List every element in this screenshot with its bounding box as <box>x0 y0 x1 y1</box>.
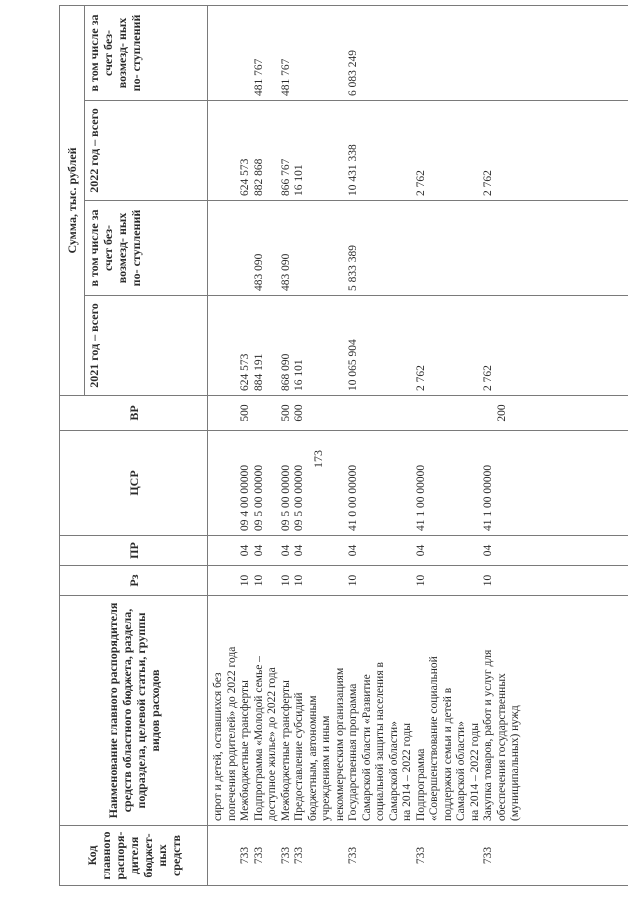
pr-cell: 04 <box>279 544 292 557</box>
name-line: Закупка товаров, работ и услуг для <box>482 649 494 821</box>
amount-cell: 16 101 <box>293 359 305 391</box>
header-2022-total: 2022 год – всего <box>85 101 208 201</box>
col-2022-free <box>208 5 628 100</box>
code-cell: 733 <box>239 846 251 865</box>
header-2021-total: 2021 год – всего <box>85 296 208 396</box>
code-cell: 733 <box>414 846 427 865</box>
csr-cell: 41 1 00 00000 <box>482 464 494 531</box>
amount-cell: 5 833 389 <box>347 245 359 291</box>
amount-cell: 624 573 <box>239 158 251 196</box>
name-line: социальной защиты населения в <box>374 662 386 821</box>
rz-cell: 10 <box>293 574 305 587</box>
code-cell: 733 <box>293 846 305 865</box>
code-cell: 733 <box>279 846 292 865</box>
header-pr: ПР <box>60 536 208 566</box>
csr-cell: 09 5 00 00000 <box>279 464 292 531</box>
name-line: (муниципальных) нужд <box>509 705 521 821</box>
amount-cell: 10 065 904 <box>347 339 359 391</box>
header-2022-free: в том числе за счет без- возмезд- ных по- ступлений <box>85 5 208 100</box>
header-sum-group: Сумма, тыс. рублей <box>60 5 85 395</box>
name-line: Межбюджетные трансферты <box>279 680 292 821</box>
pr-cell: 04 <box>252 544 265 557</box>
header-vr: ВР <box>60 396 208 431</box>
amount-cell: 2 762 <box>414 170 427 196</box>
code-cell: 733 <box>347 846 359 865</box>
amount-cell: 6 083 249 <box>347 50 359 96</box>
amount-cell: 868 090 <box>279 353 292 391</box>
header-name: Наименование главного распорядителя средств областного бюджета, раздела, подраздела, целевой статьи, группы видов расходов <box>60 596 208 826</box>
pr-cell: 04 <box>239 544 251 557</box>
col-csr <box>208 431 628 536</box>
col-pr <box>208 536 628 566</box>
page-number: 173 <box>311 450 325 468</box>
col-codes <box>208 826 628 886</box>
amount-cell: 884 191 <box>252 353 265 391</box>
csr-cell: 41 1 00 00000 <box>414 464 427 531</box>
name-line: Самарской области «Развитие <box>360 674 373 821</box>
rz-cell: 10 <box>239 574 251 587</box>
rz-cell: 10 <box>414 574 427 587</box>
col-names <box>208 596 628 826</box>
amount-cell: 2 762 <box>414 365 427 391</box>
amount-cell: 882 868 <box>252 158 265 196</box>
budget-table <box>59 5 628 886</box>
pr-cell: 04 <box>414 544 427 557</box>
vr-cell: 500 <box>239 404 251 422</box>
csr-cell: 09 5 00 00000 <box>293 464 305 531</box>
col-2021-free <box>208 201 628 296</box>
amount-cell: 481 767 <box>252 58 265 96</box>
col-2022-total <box>208 101 628 201</box>
budget-table-container <box>59 6 639 886</box>
csr-cell: 09 5 00 00000 <box>252 464 265 531</box>
name-line: на 2014 – 2022 годы <box>401 723 413 821</box>
amount-cell: 483 090 <box>279 253 292 291</box>
amount-cell: 483 090 <box>252 253 265 291</box>
vr-cell: 600 <box>293 404 305 422</box>
amount-cell: 624 573 <box>239 353 251 391</box>
col-rz <box>208 566 628 596</box>
rz-cell: 10 <box>482 574 494 587</box>
header-csr: ЦСР <box>60 431 208 536</box>
name-line: Подпрограмма <box>414 748 427 821</box>
csr-cell: 41 0 00 00000 <box>347 464 359 531</box>
amount-cell: 481 767 <box>279 58 292 96</box>
name-line: некоммерческим организациям <box>333 667 346 821</box>
name-line: «Совершенствование социальной <box>428 656 440 821</box>
name-line: Межбюджетные трансферты <box>239 680 251 821</box>
amount-cell: 2 762 <box>482 170 494 196</box>
col-vr <box>208 396 628 431</box>
amount-cell: 2 762 <box>482 365 494 391</box>
name-line: поддержки семьи и детей в <box>441 687 454 821</box>
header-2021-free: в том числе за счет без- возмезд- ных по- ступлений <box>85 201 208 296</box>
name-line: Предоставление субсидий <box>293 692 305 821</box>
name-line: сирот и детей, оставшихся без <box>212 672 224 821</box>
name-line: Подпрограмма «Молодой семье – <box>252 656 265 821</box>
rz-cell: 10 <box>347 574 359 587</box>
name-line: доступное жилье» до 2022 года <box>266 667 278 821</box>
rz-cell: 10 <box>279 574 292 587</box>
pr-cell: 04 <box>293 544 305 557</box>
name-line: учреждениям и иным <box>320 715 332 821</box>
name-line: попечения родителей» до 2022 года <box>225 646 238 821</box>
pr-cell: 04 <box>482 544 494 557</box>
header-rz: Рз <box>60 566 208 596</box>
header-code: Код главного распоря- дителя бюджет- ных средств <box>60 826 208 886</box>
amount-cell: 10 431 338 <box>347 144 359 196</box>
rz-cell: 10 <box>252 574 265 587</box>
col-2021-total <box>208 296 628 396</box>
name-line: бюджетным, автономным <box>306 695 319 821</box>
csr-cell: 09 4 00 00000 <box>239 464 251 531</box>
amount-cell: 866 767 <box>279 158 292 196</box>
vr-cell: 200 <box>495 404 508 422</box>
name-line: на 2014 – 2022 годы <box>468 723 481 821</box>
code-cell: 733 <box>252 846 265 865</box>
name-line: Самарской области» <box>455 721 467 821</box>
code-cell: 733 <box>482 846 494 865</box>
vr-cell: 500 <box>279 404 292 422</box>
amount-cell: 16 101 <box>293 164 305 196</box>
pr-cell: 04 <box>347 544 359 557</box>
name-line: Государственная программа <box>347 683 359 821</box>
name-line: Самарской области» <box>387 721 400 821</box>
name-line: обеспечения государственных <box>495 673 508 821</box>
